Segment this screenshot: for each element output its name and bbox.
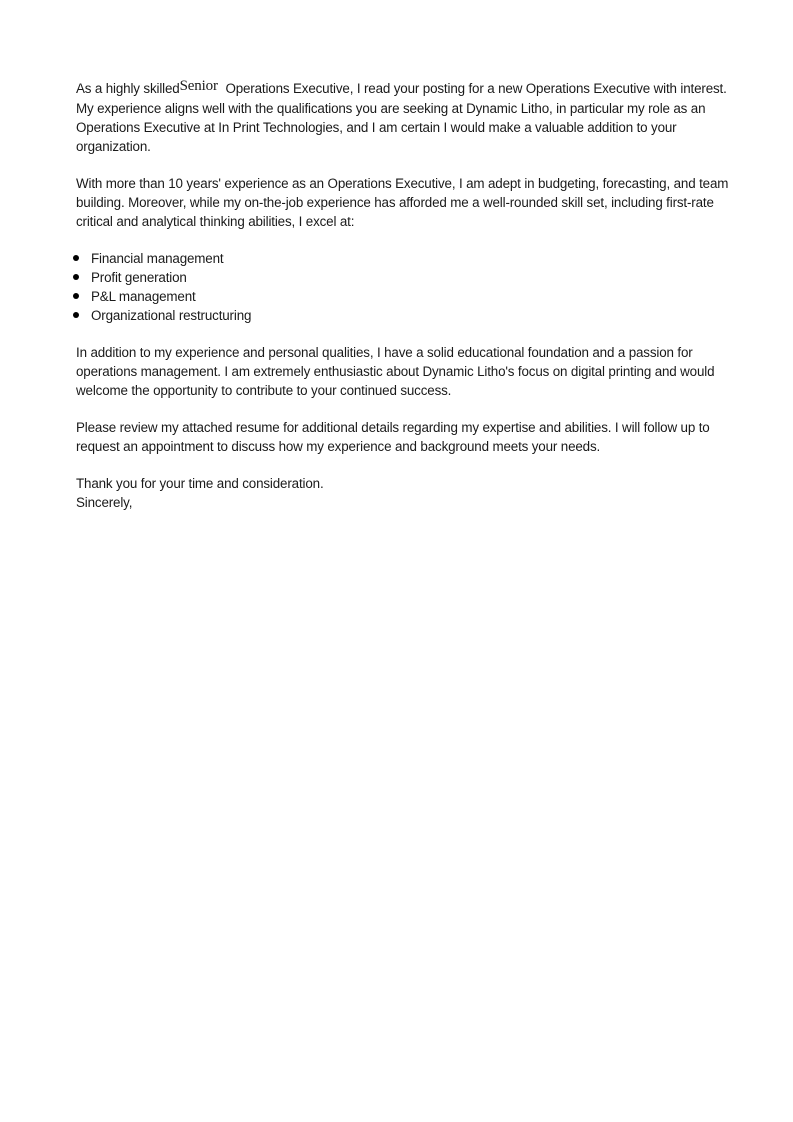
experience-paragraph: With more than 10 years' experience as an Operations Executive, I am adept in budgeting, forecasting, and team building. Moreover, while my on-the-job experience has afforded me a well-rounded skill set, including first-rate critical and analytical thinking abilities, I excel at:: [76, 176, 729, 229]
list-item: [76, 306, 736, 325]
cover-letter: [76, 79, 736, 512]
bullet-icon: [73, 293, 79, 299]
opening-intro: As a highly skilled: [76, 81, 180, 96]
skill-label: Organizational restructuring: [91, 308, 252, 323]
education-paragraph: In addition to my experience and personal qualities, I have a solid educational foundation and a passion for operations management. I am extremely enthusiastic about Dynamic Litho's focus on digital printing and would welcome the opportunity to contribute to your continued success.: [76, 345, 715, 398]
list-item: [76, 268, 736, 287]
opening-paragraph: [76, 79, 736, 156]
signoff-line: Sincerely,: [76, 495, 133, 510]
skill-label: Financial management: [91, 251, 224, 266]
bullet-icon: [73, 255, 79, 261]
list-item: [76, 287, 736, 306]
bullet-icon: [73, 274, 79, 280]
followup-paragraph: Please review my attached resume for additional details regarding my expertise and abilities. I will follow up to request an appointment to discuss how my experience and background meets your needs.: [76, 420, 710, 454]
bullet-icon: [73, 312, 79, 318]
skill-label: P&L management: [91, 289, 196, 304]
job-level-field: Senior: [179, 78, 218, 94]
thanks-line: Thank you for your time and consideration.: [76, 476, 324, 491]
list-item: [76, 249, 736, 268]
opening-rest: Operations Executive, I read your posting for a new Operations Executive with interest. My experience aligns well with the qualifications you are seeking at Dynamic Litho, in particular my role as an Operations Executive at In Print Technologies, and I am certain I would make a valuable addition to your organization.: [76, 81, 727, 154]
skill-label: Profit generation: [91, 270, 187, 285]
skills-list: [76, 249, 736, 325]
